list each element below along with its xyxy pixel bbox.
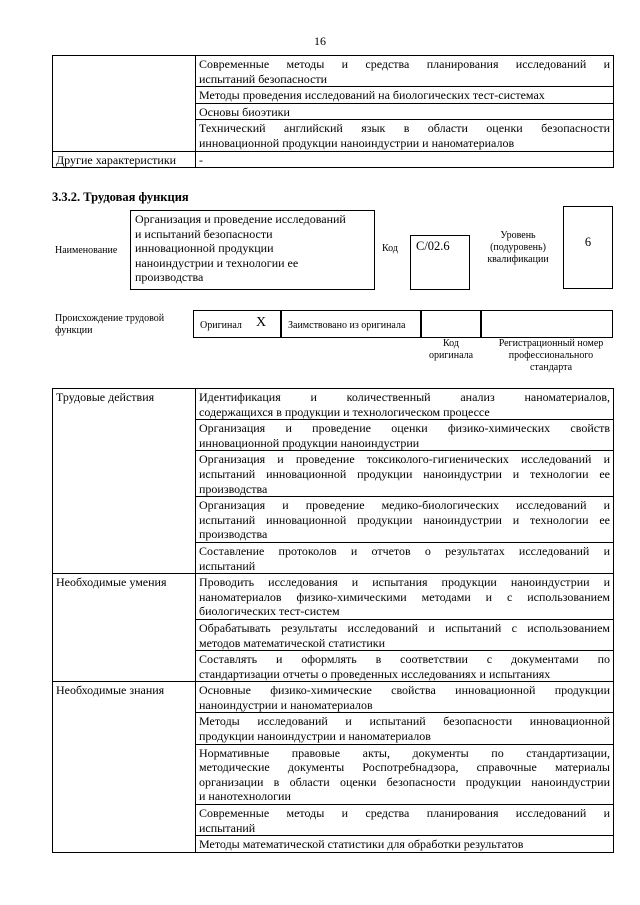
function-name-line: производства bbox=[135, 270, 204, 285]
table-row bbox=[53, 682, 614, 713]
name-label: Наименование bbox=[55, 245, 118, 256]
text-line: и нанотехнологии bbox=[199, 789, 291, 804]
item-cell bbox=[196, 651, 614, 682]
text-line: методов математической статистики bbox=[199, 635, 385, 650]
section-label-cell: Необходимые знания bbox=[53, 682, 196, 853]
table-row bbox=[53, 56, 614, 87]
table-row bbox=[53, 151, 614, 168]
section-label-cell: Трудовые действия bbox=[53, 389, 196, 574]
top-characteristics-table bbox=[52, 55, 614, 168]
item-cell bbox=[196, 744, 614, 804]
text-line: Идентификация и количественный анализ наноматериалов, bbox=[199, 390, 610, 404]
table-row bbox=[53, 574, 614, 620]
text-line: Современные методы и средства планирования исследований и bbox=[199, 806, 610, 821]
item-cell bbox=[196, 389, 614, 420]
text-line: испытаний инновационной продукции наноиндустрии и технологии ее bbox=[199, 512, 610, 527]
item-cell bbox=[196, 836, 614, 853]
text-line: наноиндустрии и наноматериалов bbox=[199, 697, 373, 712]
item-cell bbox=[196, 574, 614, 620]
origin-label bbox=[55, 313, 185, 337]
level-label-line: Уровень bbox=[500, 230, 536, 241]
original-mark: X bbox=[256, 315, 267, 330]
text-line: методические документы Роспотребнадзора, справочные материалы bbox=[199, 760, 610, 775]
item-cell bbox=[196, 542, 614, 573]
code-label: Код bbox=[382, 243, 398, 254]
caption-line: Регистрационный номер bbox=[498, 338, 604, 349]
text-line: производства bbox=[199, 481, 268, 496]
original-code-box bbox=[421, 310, 481, 338]
level-label-line: квалификации bbox=[487, 254, 549, 265]
other-characteristics-value: - bbox=[196, 151, 614, 168]
origin-label-line: функции bbox=[55, 325, 93, 336]
original-label: Оригинал bbox=[200, 320, 242, 331]
text-line: Методы математической статистики для обработки результатов bbox=[199, 837, 524, 852]
text-line: Современные методы и средства планирования исследований и bbox=[199, 57, 610, 71]
page-number: 16 bbox=[314, 34, 326, 48]
text-line: Составлять и оформлять в соответствии с документами по bbox=[199, 652, 610, 667]
labor-function-table bbox=[52, 388, 614, 853]
row-label-cell bbox=[53, 56, 196, 152]
table-row bbox=[53, 389, 614, 420]
function-code-box: C/02.6 bbox=[410, 235, 470, 290]
text-line: организации в области оценки безопасности продукции наноиндустрии bbox=[199, 774, 610, 789]
text-line: испытаний безопасности bbox=[199, 71, 328, 86]
text-line: биологических тест-систем bbox=[199, 604, 340, 619]
text-line: Обрабатывать результаты исследований и испытаний с использованием bbox=[199, 620, 610, 635]
text-line: Нормативные правовые акты, документы по стандартизации, bbox=[199, 745, 610, 760]
text-line: наноматериалов физико-химическими методами и с использованием bbox=[199, 589, 610, 604]
item-cell bbox=[196, 420, 614, 451]
text-line: Организация и проведение оценки физико-химических свойств bbox=[199, 421, 610, 436]
section-label-cell: Необходимые умения bbox=[53, 574, 196, 682]
function-name-line: и испытаний безопасности bbox=[135, 226, 273, 241]
caption-line: оригинала bbox=[428, 350, 474, 361]
item-cell bbox=[196, 451, 614, 497]
text-line: инновационной продукции наноиндустрии bbox=[199, 435, 420, 450]
text-line: Технический английский язык в области оценки безопасности bbox=[199, 121, 610, 136]
level-label-line: (подуровень) bbox=[490, 242, 546, 253]
text-line: производства bbox=[199, 527, 268, 542]
text-line: стандартизации отчеты о проведенных исследованиях и испытаниях bbox=[199, 666, 551, 681]
text-line: Составление протоколов и отчетов о результатах исследований и bbox=[199, 543, 610, 558]
item-cell bbox=[196, 120, 614, 151]
item-cell bbox=[196, 805, 614, 836]
borrowed-label: Заимствовано из оригинала bbox=[288, 320, 406, 331]
function-name-line: Организация и проведение исследований bbox=[135, 212, 346, 226]
item-cell bbox=[196, 497, 614, 543]
text-line: Основы биоэтики bbox=[199, 104, 290, 119]
caption-line: стандарта bbox=[529, 362, 573, 373]
function-name-line: наноиндустрии и технологии ее bbox=[135, 255, 299, 270]
caption-line: Код bbox=[443, 338, 459, 349]
section-heading: 3.3.2. Трудовая функция bbox=[52, 190, 189, 204]
item-cell bbox=[196, 103, 614, 120]
registration-number-caption bbox=[481, 338, 621, 374]
text-line: содержащихся в продукции и технологическом процессе bbox=[199, 404, 490, 419]
item-cell bbox=[196, 682, 614, 713]
text-line: Проводить исследования и испытания продукции наноиндустрии и bbox=[199, 575, 610, 590]
text-line: Организация и проведение токсиколого-гигиенических исследований и bbox=[199, 452, 610, 467]
function-name-box bbox=[130, 210, 375, 290]
origin-label-line: Происхождение трудовой bbox=[55, 313, 165, 324]
text-line: испытаний инновационной продукции наноиндустрии и технологии ее bbox=[199, 466, 610, 481]
original-code-caption bbox=[421, 338, 481, 362]
text-line: Методы исследований и испытаний безопасности инновационной bbox=[199, 714, 610, 729]
caption-line: профессионального bbox=[508, 350, 594, 361]
qualification-level-label bbox=[478, 230, 558, 266]
item-cell bbox=[196, 713, 614, 744]
text-line: Методы проведения исследований на биологических тест-системах bbox=[199, 88, 545, 103]
registration-number-box bbox=[481, 310, 613, 338]
item-cell bbox=[196, 56, 614, 87]
item-cell bbox=[196, 87, 614, 104]
other-characteristics-label: Другие характеристики bbox=[53, 151, 196, 168]
text-line: инновационной продукции наноиндустрии и наноматериалов bbox=[199, 135, 515, 150]
text-line: Организация и проведение медико-биологических исследований и bbox=[199, 498, 610, 513]
function-name-line: инновационной продукции bbox=[135, 241, 274, 256]
text-line: Основные физико-химические свойства инновационной продукции bbox=[199, 683, 610, 698]
qualification-level-box: 6 bbox=[563, 206, 613, 289]
text-line: испытаний bbox=[199, 558, 256, 573]
item-cell bbox=[196, 619, 614, 650]
text-line: испытаний bbox=[199, 820, 256, 835]
text-line: продукции наноиндустрии и наноматериалов bbox=[199, 729, 431, 744]
